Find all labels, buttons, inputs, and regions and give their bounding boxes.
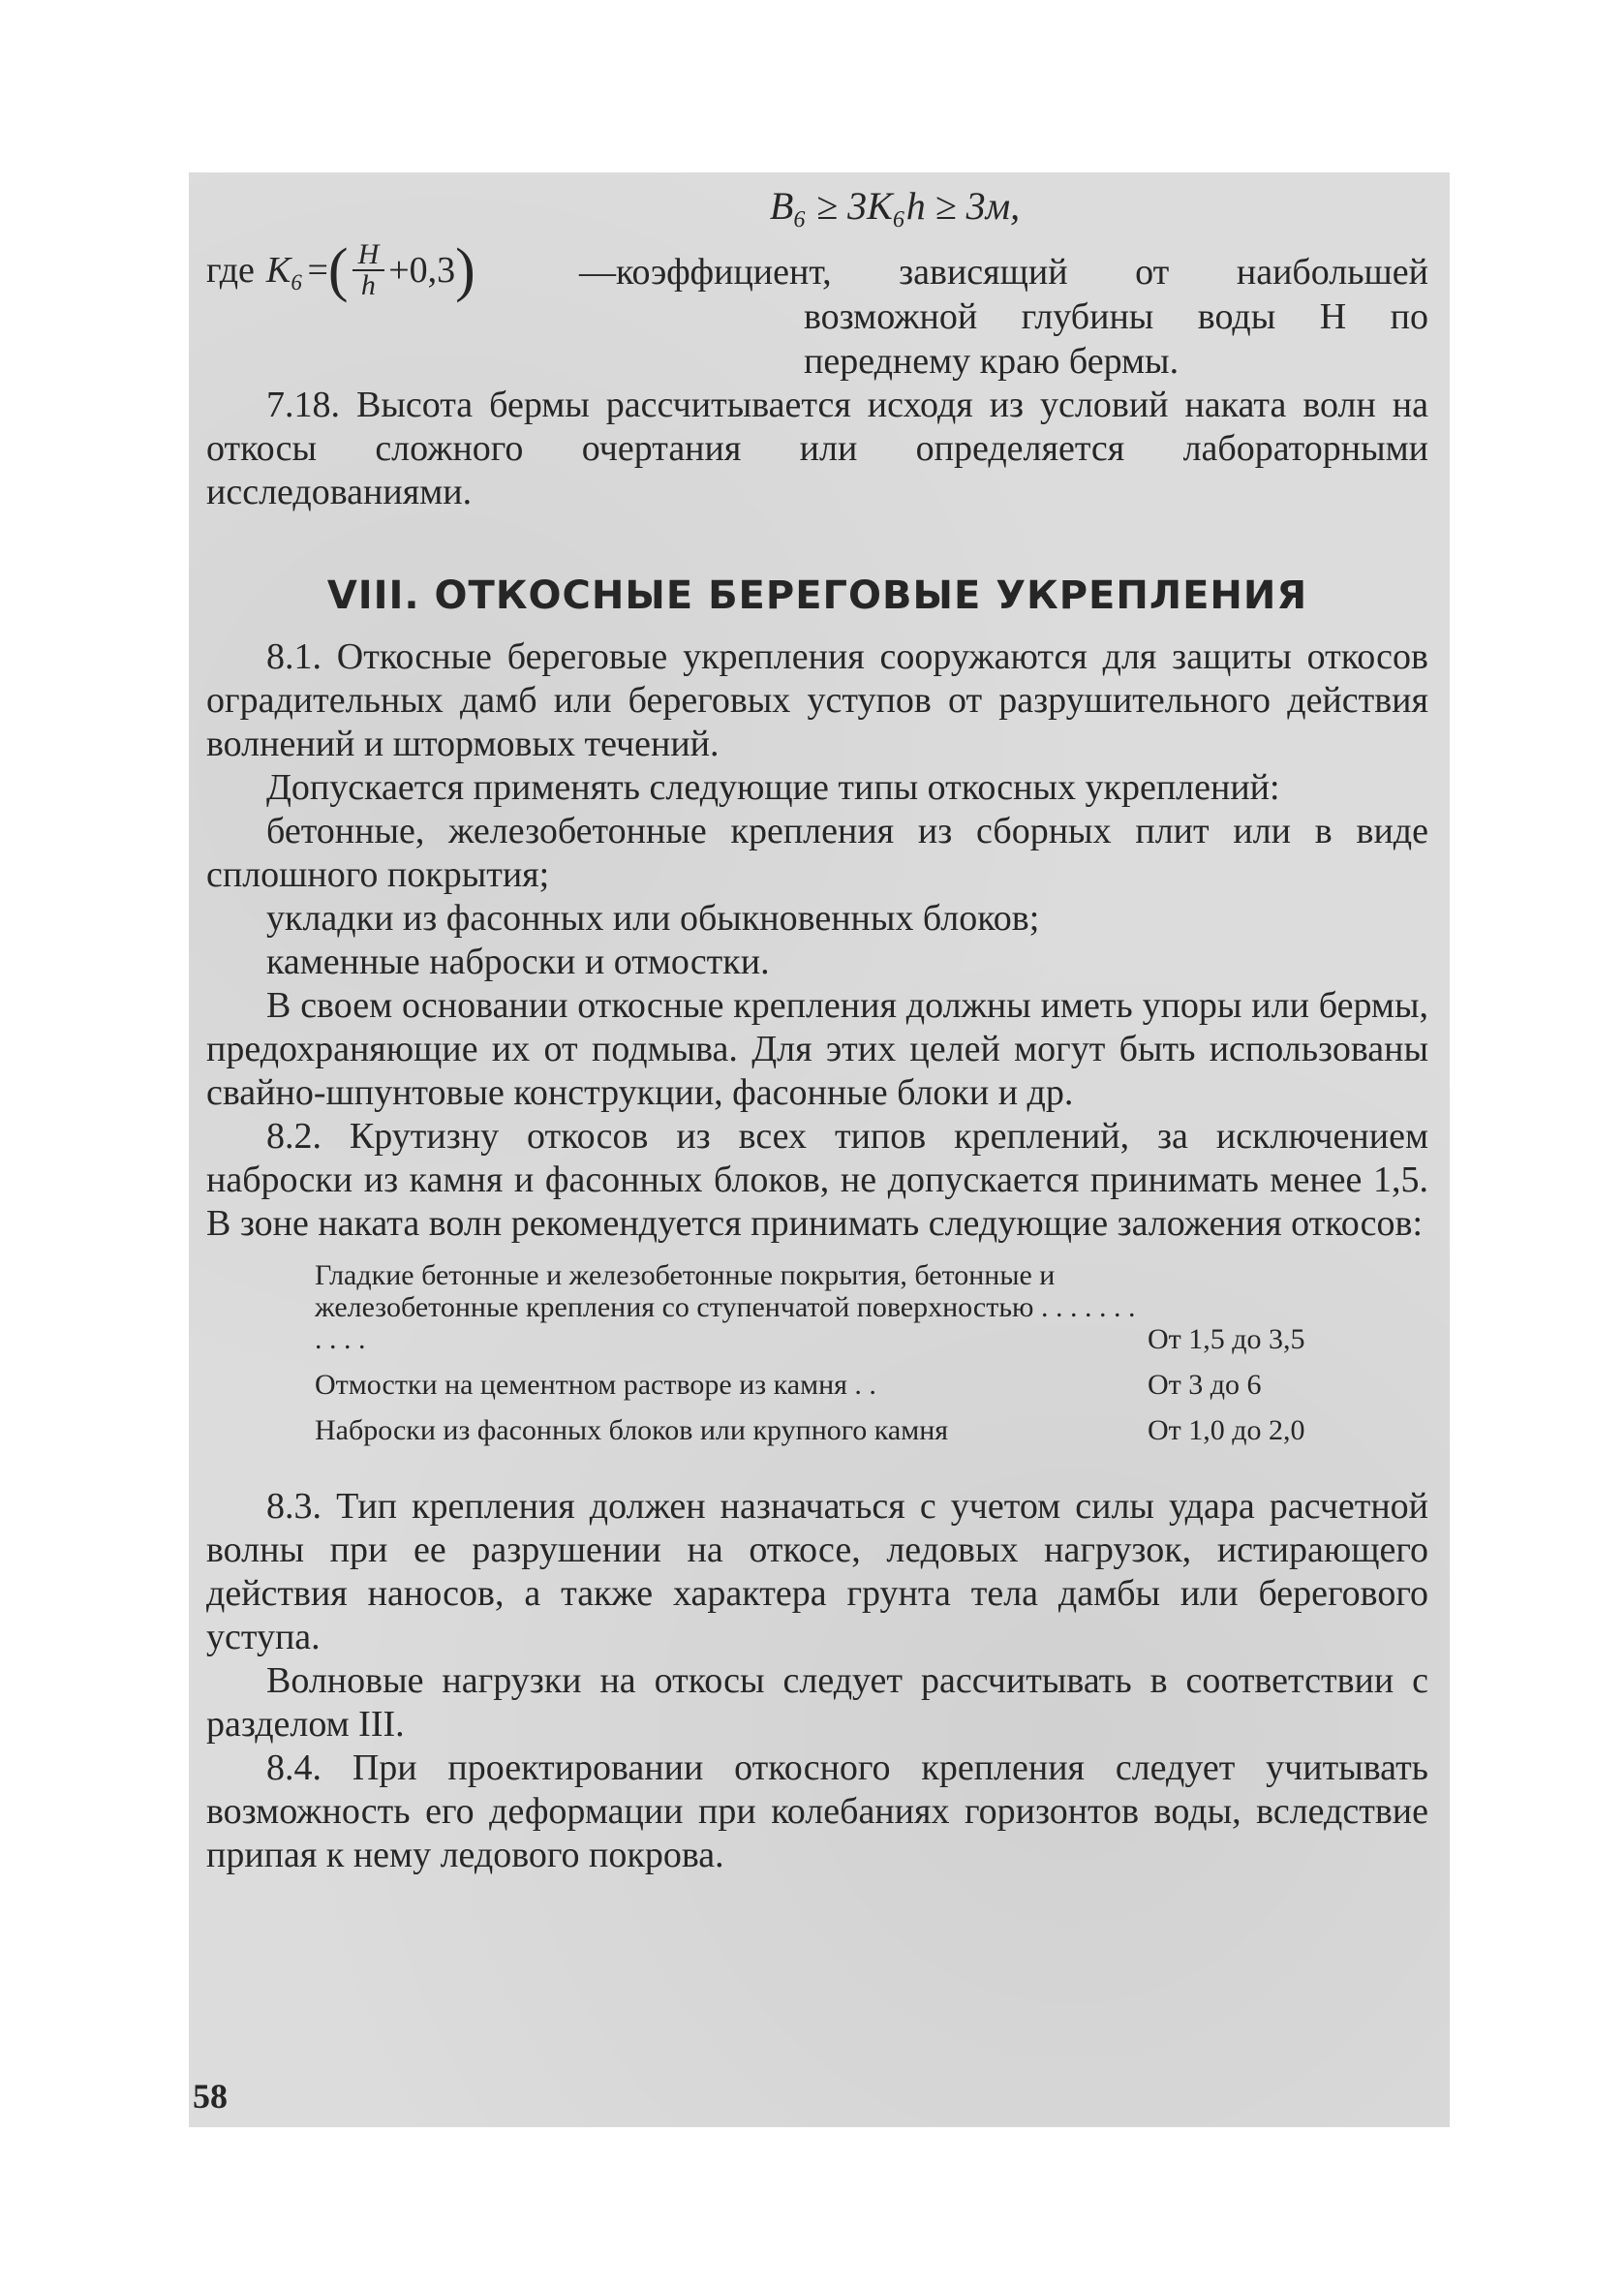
paragraph-8-2: 8.2. Крутизну откосов из всех типов креплений, за исключением наброски из камня и фасонных блоков, не допускается принимать менее 1,5. В зоне наката волн рекомендуется принимать следующие заложения откосов: [206, 1116, 1428, 1244]
left-paren-icon: ( [327, 237, 349, 303]
list-item: каменные наброски и отмостки. [266, 942, 770, 982]
table-row [315, 1414, 1341, 1446]
table-row-value: От 3 до 6 [1148, 1369, 1262, 1401]
table-row-value: От 1,0 до 2,0 [1148, 1414, 1305, 1446]
k-symbol: K₆ [265, 249, 304, 291]
section-heading: VIII. ОТКОСНЫЕ БЕРЕГОВЫЕ УКРЕПЛЕНИЯ [326, 573, 1308, 618]
formula-description [579, 238, 1428, 384]
plus-term: +0,3 [388, 249, 456, 291]
paragraph-8-4: 8.4. При проектировании откосного крепления следует учитывать возможность его деформации при колебаниях горизонтов воды, вследствие припая к нему ледового покрова. [206, 1747, 1428, 1875]
fraction-denominator: h [360, 269, 376, 301]
where-label: где [206, 249, 255, 291]
formula-main: B₆ ≥ 3K₆h ≥ 3м, [769, 184, 1021, 228]
fraction-numerator: H [352, 240, 385, 271]
slope-table [315, 1259, 1341, 1446]
table-row-desc: Наброски из фасонных блоков или крупного камня [315, 1414, 949, 1446]
page-number: 58 [193, 2077, 228, 2116]
table-row-desc: Отмостки на цементном растворе из камня . . [315, 1369, 876, 1401]
table-row [315, 1259, 1341, 1355]
table-row-desc: Гладкие бетонные и железобетонные покрытия, бетонные и железобетонные крепления со ступенчатой поверхностью . . . . . . . . . . . [315, 1259, 1136, 1355]
spacer [206, 1464, 1428, 1485]
paragraph-wave-loads: Волновые нагрузки на откосы следует рассчитывать в соответствии с разделом III. [206, 1660, 1428, 1745]
paragraph-8-3: 8.3. Тип крепления должен назначаться с учетом силы удара расчетной волны при ее разрушении на откосе, ледовых нагрузок, истирающего действия наносов, а также характера грунта тела дамбы или берегового уступа. [206, 1486, 1428, 1657]
table-row-value: От 1,5 до 3,5 [1148, 1323, 1305, 1355]
list-item: бетонные, железобетонные крепления из сборных плит или в виде сплошного покрытия; [206, 811, 1428, 895]
list-item: укладки из фасонных или обыкновенных блоков; [266, 898, 1040, 939]
formula-desc-rest: возможной глубины воды H по переднему краю бермы. [804, 296, 1428, 382]
scanned-page [189, 172, 1450, 2127]
table-row [315, 1369, 1341, 1401]
fraction [352, 240, 385, 300]
equals-sign: = [307, 249, 328, 291]
paragraph-8-1: 8.1. Откосные береговые укрепления сооружаются для защиты откосов оградительных дамб или береговых уступов от разрушительного действия волнений и штормовых течений. [206, 636, 1428, 764]
page-content [206, 172, 1428, 1877]
paragraph-7-18: 7.18. Высота бермы рассчитывается исходя из условий наката волн на откосы сложного очертания или определяется лабораторными исследованиями. [206, 385, 1428, 512]
paragraph-base: В своем основании откосные крепления должны иметь упоры или бермы, предохраняющие их от подмыва. Для этих целей могут быть использованы свайно-шпунтовые конструкции, фасонные блоки и др. [206, 985, 1428, 1113]
formula-definition [206, 238, 579, 302]
formula-where-block [206, 238, 1428, 384]
formula-desc-first: —коэффициент, зависящий от наибольшей [579, 252, 1428, 293]
paragraph-allowed-types: Допускается применять следующие типы откосных укреплений: [266, 767, 1280, 808]
right-paren-icon: ) [455, 237, 475, 303]
